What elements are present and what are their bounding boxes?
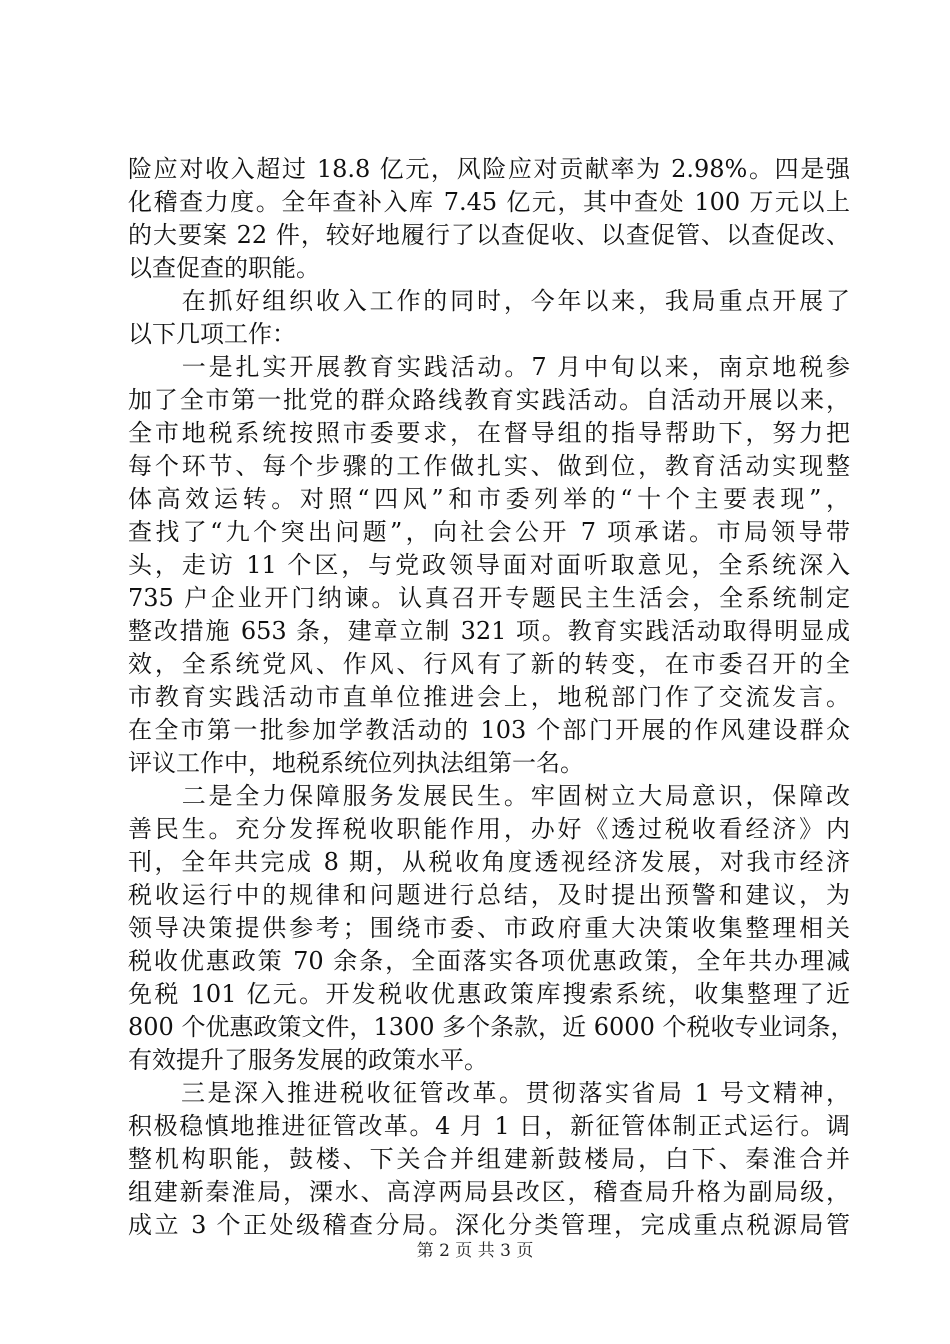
text-line: 效，全系统党风、作风、行风有了新的转变，在市委召开的全 <box>128 650 850 678</box>
text-line: 全市地税系统按照市委要求，在督导组的指导帮助下，努力把 <box>128 419 850 447</box>
text-line: 有效提升了服务发展的政策水平。 <box>128 1046 488 1074</box>
text-line: 以下几项工作： <box>128 320 296 348</box>
text-line: 善民生。充分发挥税收职能作用，办好《透过税收看经济》内 <box>128 815 850 843</box>
text-line: 在全市第一批参加学教活动的 103 个部门开展的作风建设群众 <box>128 716 850 744</box>
text-line: 735 户企业开门纳谏。认真召开专题民主生活会，全系统制定 <box>128 584 850 612</box>
text-line: 刊，全年共完成 8 期，从税收角度透视经济发展，对我市经济 <box>128 848 850 876</box>
text-line: 组建新秦淮局，溧水、高淳两局县改区，稽查局升格为副局级， <box>128 1178 850 1206</box>
text-line: 市教育实践活动市直单位推进会上，地税部门作了交流发言。 <box>128 683 850 711</box>
text-line: 三是深入推进税收征管改革。贯彻落实省局 1 号文精神， <box>128 1079 850 1107</box>
page-footer: 第 2 页 共 3 页 <box>416 1241 534 1261</box>
text-line: 积极稳慎地推进征管改革。4 月 1 日，新征管体制正式运行。调 <box>128 1112 850 1140</box>
text-line: 免税 101 亿元。开发税收优惠政策库搜索系统，收集整理了近 <box>128 980 850 1008</box>
text-line: 头，走访 11 个区，与党政领导面对面听取意见，全系统深入 <box>128 551 850 579</box>
text-line: 体高效运转。对照“四风”和市委列举的“十个主要表现”， <box>128 485 850 513</box>
text-line: 评议工作中，地税系统位列执法组第一名。 <box>128 749 584 777</box>
text-line: 一是扎实开展教育实践活动。7 月中旬以来，南京地税参 <box>128 353 850 381</box>
text-line: 800 个优惠政策文件，1300 多个条款，近 6000 个税收专业词条， <box>128 1013 855 1041</box>
text-line: 税收优惠政策 70 余条，全面落实各项优惠政策，全年共办理减 <box>128 947 850 975</box>
text-line: 险应对收入超过 18.8 亿元，风险应对贡献率为 2.98%。四是强 <box>128 155 850 183</box>
text-line: 整机构职能，鼓楼、下关合并组建新鼓楼局，白下、秦淮合并 <box>128 1145 850 1173</box>
text-line: 成立 3 个正处级稽查分局。深化分类管理，完成重点税源局管 <box>128 1211 850 1239</box>
text-line: 化稽查力度。全年查补入库 7.45 亿元，其中查处 100 万元以上 <box>128 188 850 216</box>
text-line: 领导决策提供参考；围绕市委、市政府重大决策收集整理相关 <box>128 914 850 942</box>
text-line: 以查促查的职能。 <box>128 254 320 282</box>
text-line: 查找了“九个突出问题”，向社会公开 7 项承诺。市局领导带 <box>128 518 850 546</box>
text-line: 二是全力保障服务发展民生。牢固树立大局意识，保障改 <box>128 782 850 810</box>
text-line: 税收运行中的规律和问题进行总结，及时提出预警和建议，为 <box>128 881 850 909</box>
text-line: 的大要案 22 件，较好地履行了以查促收、以查促管、以查促改、 <box>128 221 850 249</box>
text-line: 每个环节、每个步骤的工作做扎实、做到位，教育活动实现整 <box>128 452 850 480</box>
text-line: 整改措施 653 条，建章立制 321 项。教育实践活动取得明显成 <box>128 617 850 645</box>
text-line: 加了全市第一批党的群众路线教育实践活动。自活动开展以来， <box>128 386 850 414</box>
body-text <box>128 153 855 1242</box>
text-line: 在抓好组织收入工作的同时，今年以来，我局重点开展了 <box>128 287 850 315</box>
